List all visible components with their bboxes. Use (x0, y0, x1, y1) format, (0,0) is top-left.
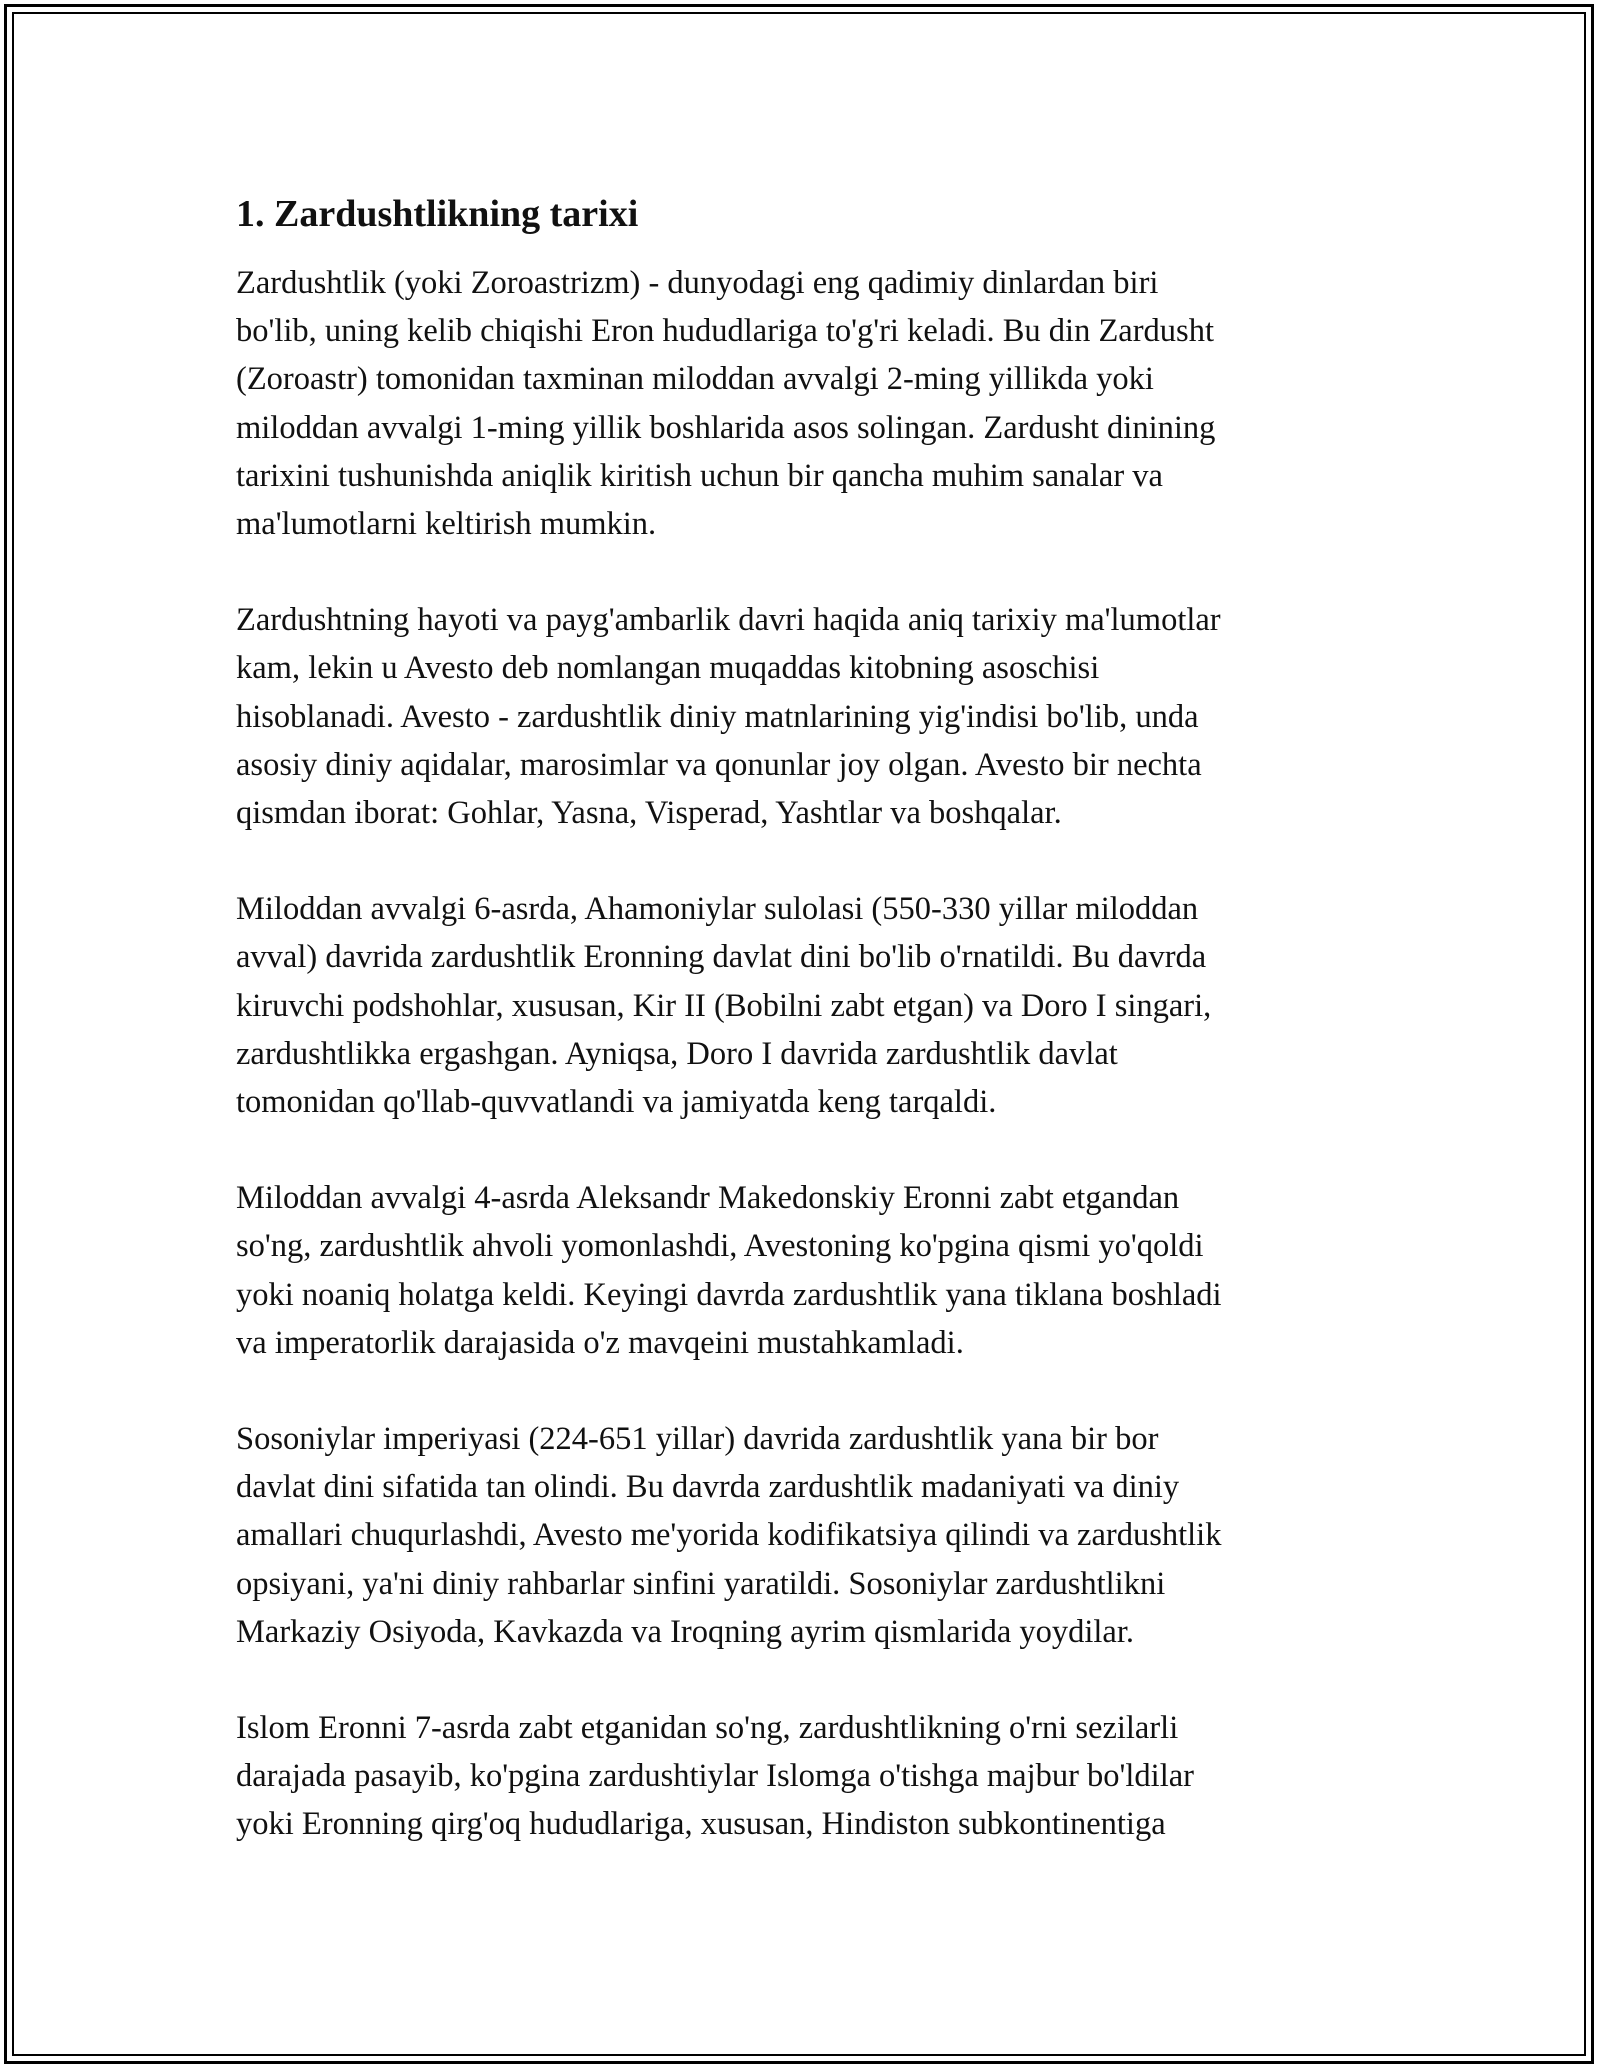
paragraph-line: tarixini tushunishda aniqlik kiritish uchun bir qancha muhim sanalar va (236, 457, 1163, 494)
paragraph-line: va imperatorlik darajasida o'z mavqeini mustahkamladi. (236, 1324, 964, 1361)
section-heading: 1. Zardushtlikning tarixi (236, 193, 639, 235)
paragraph (236, 1415, 1376, 1656)
paragraph-line: Zardushtning hayoti va payg'ambarlik davri haqida aniq tarixiy ma'lumotlar (236, 602, 1221, 639)
paragraph-line: Markaziy Osiyoda, Kavkazda va Iroqning ayrim qismlarida yoydilar. (236, 1613, 1135, 1650)
paragraph-line: ma'lumotlarni keltirish mumkin. (236, 506, 657, 543)
paragraph-line: zardushtlikka ergashgan. Ayniqsa, Doro I davrida zardushtlik davlat (236, 1035, 1118, 1072)
paragraph-line: yoki noaniq holatga keldi. Keyingi davrda zardushtlik yana tiklana boshladi (236, 1276, 1222, 1313)
paragraph-line: bo'lib, uning kelib chiqishi Eron hududlariga to'g'ri keladi. Bu din Zardusht (236, 313, 1214, 350)
paragraph-line: kiruvchi podshohlar, xususan, Kir II (Bobilni zabt etgan) va Doro I singari, (236, 987, 1212, 1024)
paragraph-line: Islom Eronni 7-asrda zabt etganidan so'ng, zardushtlikning o'rni sezilarli (236, 1710, 1179, 1747)
paragraph-line: Zardushtlik (yoki Zoroastrizm) - dunyodagi eng qadimiy dinlardan biri (236, 265, 1159, 301)
paragraph-line: Sosoniylar imperiyasi (224-651 yillar) davrida zardushtlik yana bir bor (236, 1421, 1159, 1458)
document-body (236, 185, 1376, 1897)
paragraph (236, 1174, 1376, 1367)
paragraph-line: davlat dini sifatida tan olindi. Bu davrda zardushtlik madaniyati va diniy (236, 1469, 1180, 1506)
paragraph-line: Miloddan avvalgi 4-asrda Aleksandr Makedonskiy Eronni zabt etgandan (236, 1180, 1180, 1217)
paragraph-list (236, 259, 1376, 1849)
paragraph (236, 1704, 1376, 1849)
paragraph-line: miloddan avvalgi 1-ming yillik boshlarida asos solingan. Zardusht dinining (236, 409, 1216, 446)
paragraph-line: qismdan iborat: Gohlar, Yasna, Visperad, Yashtlar va boshqalar. (236, 795, 1062, 832)
paragraph (236, 596, 1376, 837)
paragraph-line: tomonidan qo'llab-quvvatlandi va jamiyatda keng tarqaldi. (236, 1084, 997, 1121)
paragraph-line: Miloddan avvalgi 6-asrda, Ahamoniylar sulolasi (550-330 yillar miloddan (236, 891, 1199, 928)
paragraph-line: yoki Eronning qirg'oq hududlariga, xususan, Hindiston subkontinentiga (236, 1806, 1166, 1843)
paragraph-line: darajada pasayib, ko'pgina zardushtiylar Islomga o'tishga majbur bo'ldilar (236, 1758, 1194, 1795)
paragraph-line: (Zoroastr) tomonidan taxminan miloddan avvalgi 2-ming yillikda yoki (236, 361, 1154, 398)
paragraph-line: avval) davrida zardushtlik Eronning davlat dini bo'lib o'rnatildi. Bu davrda (236, 939, 1207, 976)
paragraph-line: amallari chuqurlashdi, Avesto me'yorida kodifikatsiya qilindi va zardushtlik (236, 1517, 1222, 1554)
paragraph-line: so'ng, zardushtlik ahvoli yomonlashdi, Avestoning ko'pgina qismi yo'qoldi (236, 1228, 1204, 1265)
paragraph-line: asosiy diniy aqidalar, marosimlar va qonunlar joy olgan. Avesto bir nechta (236, 746, 1202, 783)
paragraph-line: hisoblanadi. Avesto - zardushtlik diniy matnlarining yig'indisi bo'lib, unda (236, 698, 1199, 735)
paragraph (236, 259, 1376, 548)
paragraph-line: opsiyani, ya'ni diniy rahbarlar sinfini yaratildi. Sosoniylar zardushtlikni (236, 1565, 1166, 1602)
paragraph (236, 885, 1376, 1126)
paragraph-line: kam, lekin u Avesto deb nomlangan muqaddas kitobning asoschisi (236, 650, 1100, 687)
